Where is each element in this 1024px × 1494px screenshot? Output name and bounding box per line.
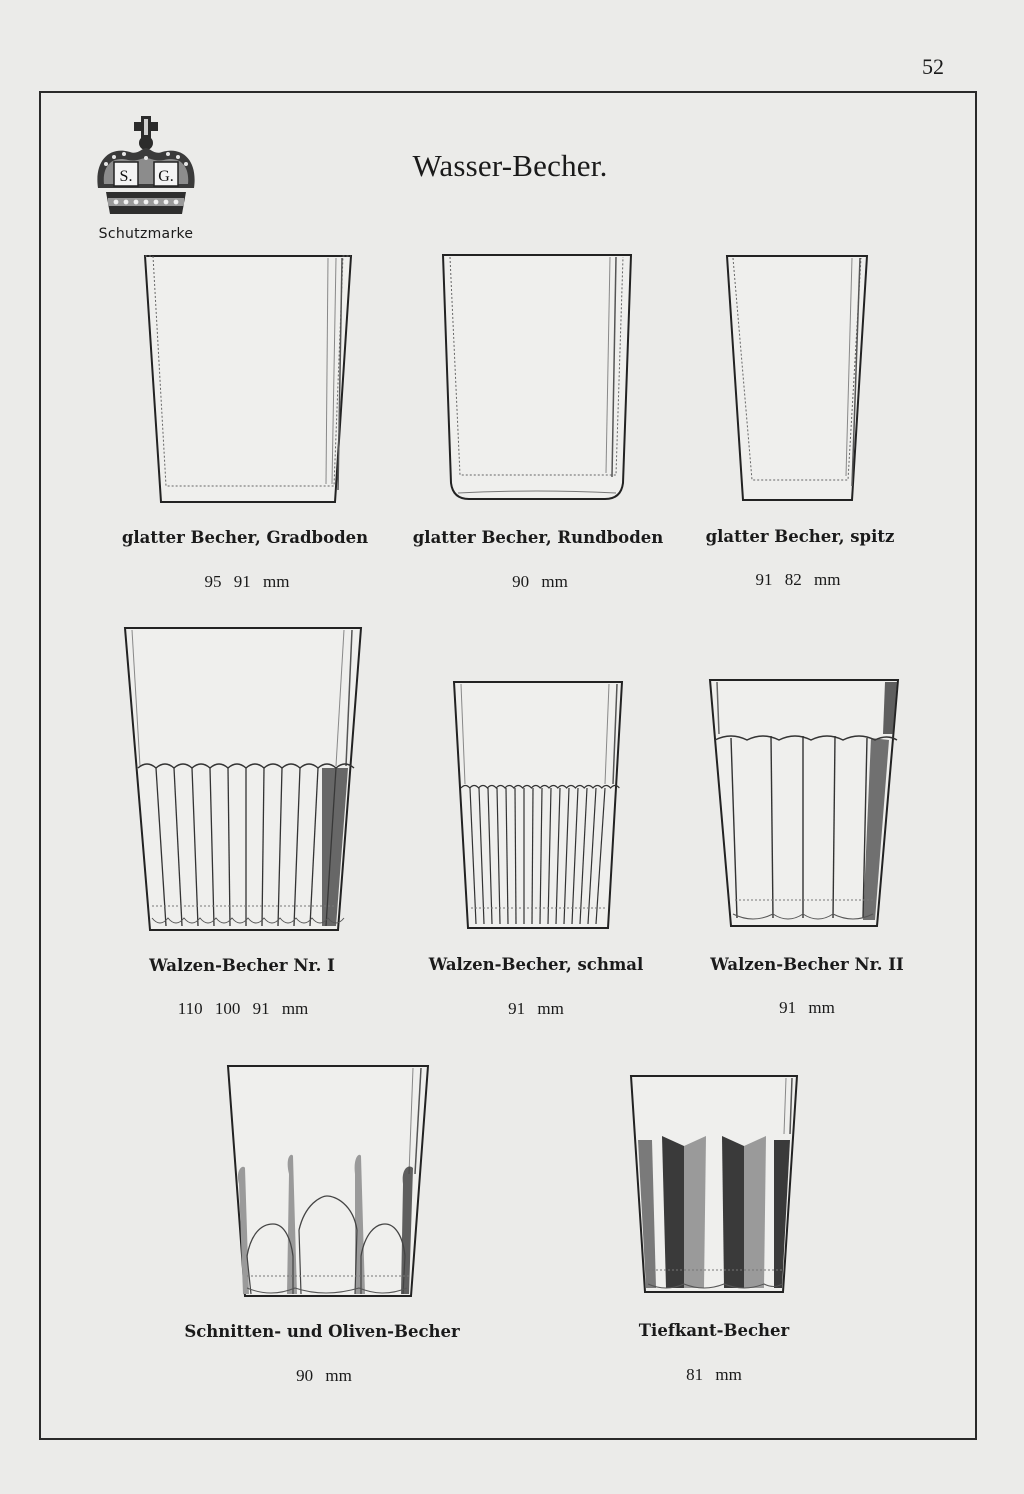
page-title: Wasser-Becher. [412,148,608,183]
trademark-logo [84,112,214,247]
item-size: 95 91 mm [204,572,290,591]
item-caption: Walzen-Becher Nr. II [710,955,904,974]
item-size: 110 100 91 mm [177,999,309,1018]
logo-letter-s: S. [119,168,133,185]
glass-illustration-tiefkant [628,1074,800,1296]
glass-illustration-walzen-2 [707,678,901,932]
item-caption: glatter Becher, Rundboden [412,528,664,547]
glass-illustration-walzen-schmal [451,680,625,932]
item-caption: Walzen-Becher Nr. I [149,956,335,975]
logo-letter-g: G. [158,168,174,185]
item-size: 91 mm [779,998,835,1017]
item-caption: glatter Becher, Gradboden [121,528,369,547]
glass-illustration-schnitten-oliven [225,1064,431,1300]
item-size: 81 mm [686,1365,742,1384]
item-size: 91 82 mm [755,570,841,589]
item-caption: Tiefkant-Becher [638,1321,790,1340]
crown-icon [90,112,204,224]
item-caption: Schnitten- und Oliven-Becher [184,1322,460,1341]
item-caption: glatter Becher, spitz [705,527,895,546]
item-caption: Walzen-Becher, schmal [428,955,644,974]
glass-illustration-glatt-spitz [724,254,870,504]
item-size: 91 mm [508,999,564,1018]
item-size: 90 mm [296,1366,352,1385]
glass-illustration-glatt-rundboden [440,253,634,503]
logo-caption: Schutzmarke [98,226,194,242]
glass-illustration-walzen-1 [122,626,364,936]
item-size: 90 mm [512,572,568,591]
glass-illustration-glatt-gradboden [142,254,354,506]
page-number: 52 [922,54,944,79]
